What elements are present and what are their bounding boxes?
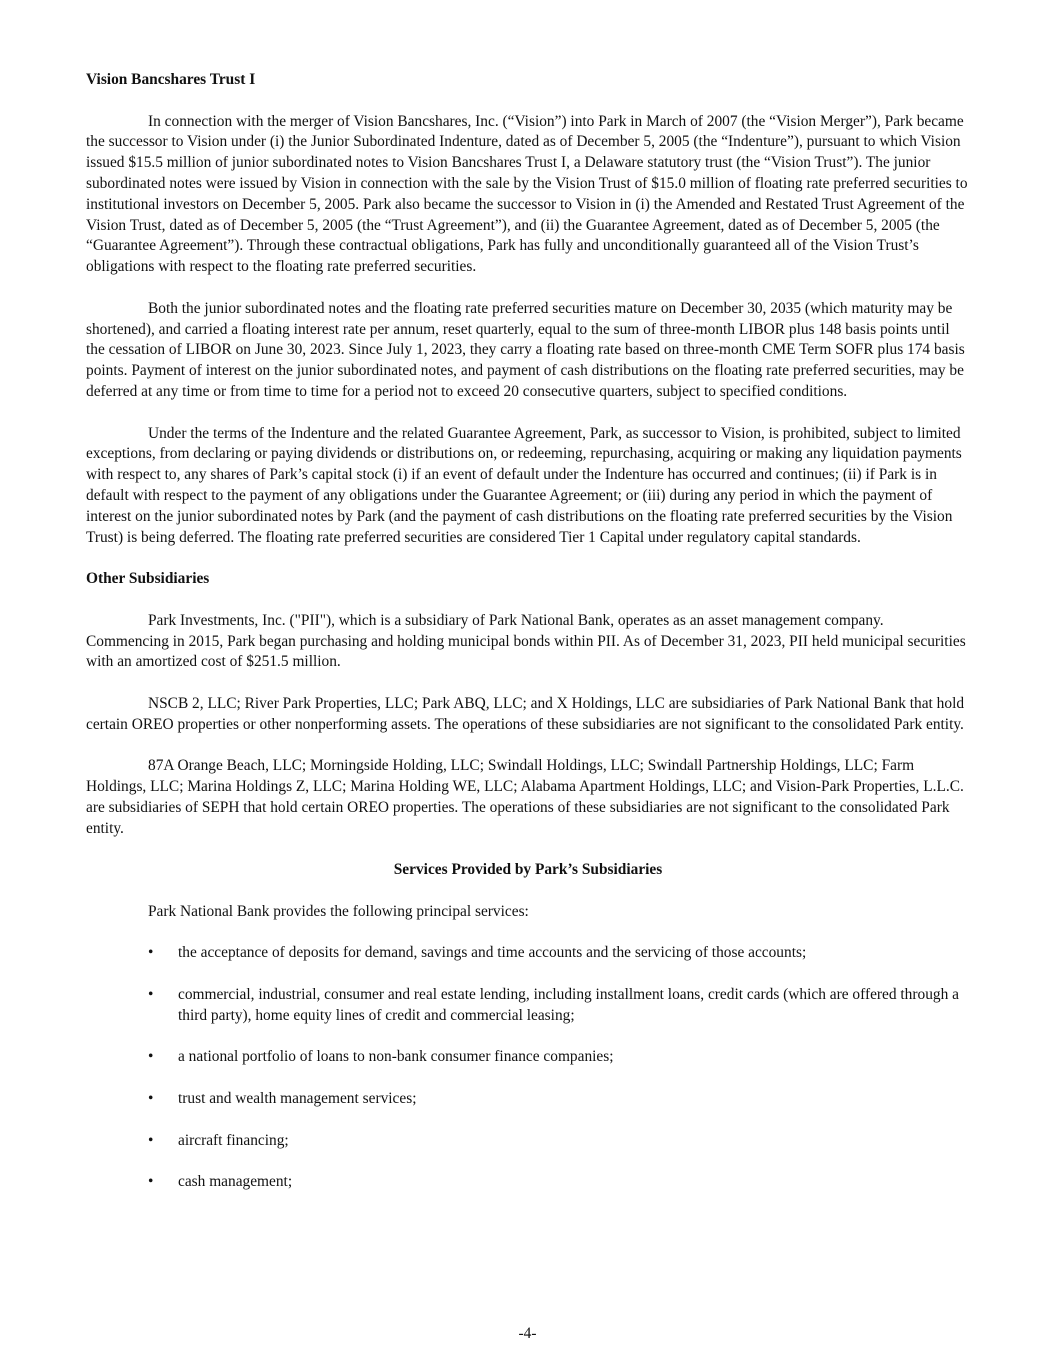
bullet-marker: • — [148, 1090, 154, 1108]
list-item-text: trust and wealth management services; — [178, 1090, 417, 1108]
bullet-marker: • — [148, 1173, 154, 1191]
list-item — [86, 1172, 970, 1193]
list-item — [86, 985, 970, 1027]
paragraph-park-investments: Park Investments, Inc. ("PII"), which is a subsidiary of Park National Bank, operates as an asset management company. Commencing in 2015, Park began purchasing and holding municipal bonds within PII. As of December 31, 2023, PII held municipal securities with an amortized cost of $251.5 million. — [86, 611, 966, 671]
paragraph-services-intro: Park National Bank provides the following principal services: — [148, 902, 529, 920]
list-item — [86, 1089, 970, 1110]
page-number: -4- — [518, 1325, 537, 1342]
section-heading-vision-bancshares-trust: Vision Bancshares Trust I — [86, 71, 256, 88]
services-list — [86, 943, 970, 1193]
paragraph-seph-subsidiaries: 87A Orange Beach, LLC; Morningside Holding, LLC; Swindall Holdings, LLC; Swindall Partnership Holdings, LLC; Farm Holdings, LLC; Marina Holdings Z, LLC; Marina Holding WE, LLC; Alabama Apartment Holdings, LLC; and Vision-Park Properties, L.L.C. are subsidiaries of SEPH that hold certain OREO properties. The operations of these subsidiaries are not significant to the consolidated Park entity. — [86, 757, 964, 837]
bullet-marker: • — [148, 1131, 154, 1149]
document-page — [86, 70, 970, 1214]
list-item-text: cash management; — [178, 1173, 293, 1191]
paragraph-nscb-subsidiaries: NSCB 2, LLC; River Park Properties, LLC; Park ABQ, LLC; and X Holdings, LLC are subsidiaries of Park National Bank that hold certain OREO properties or other nonperforming assets. The operations of these subsidiaries are not significant to the consolidated Park entity. — [86, 694, 965, 733]
list-item-text: the acceptance of deposits for demand, savings and time accounts and the servicing of those accounts; — [178, 944, 807, 962]
section-heading-services: Services Provided by Park’s Subsidiaries — [393, 861, 663, 879]
bullet-marker: • — [148, 986, 154, 1004]
list-item — [86, 943, 970, 964]
paragraph-dividend-restrictions: Under the terms of the Indenture and the related Guarantee Agreement, Park, as successor to Vision, is prohibited, subject to limited exceptions, from declaring or paying dividends or distributions on, or redeeming, repurchasing, acquiring or making any liquidation payments with respect to, any shares of Park’s capital stock (i) if an event of default under the Indenture has occurred and continues; (ii) if Park is in default with respect to the payment of any obligations under the Guarantee Agreement; or (iii) during any period in which the payment of interest on the junior subordinated notes by Park (and the payment of cash distributions on the floating rate preferred securities by the Vision Trust) is being deferred. The floating rate preferred securities are considered Tier 1 Capital under regulatory capital standards. — [86, 424, 962, 546]
list-item — [86, 1047, 970, 1068]
bullet-marker: • — [148, 944, 154, 962]
list-item — [86, 1131, 970, 1152]
list-item-text: commercial, industrial, consumer and real estate lending, including installment loans, credit cards (which are offered through a third party), home equity lines of credit and commercial leasing; — [178, 986, 959, 1024]
paragraph-maturity-and-rate: Both the junior subordinated notes and the floating rate preferred securities mature on December 30, 2035 (which maturity may be shortened), and carried a floating interest rate per annum, reset quarterly, equal to the sum of three-month LIBOR plus 148 basis points until the cessation of LIBOR on June 30, 2023. Since July 1, 2023, they carry a floating rate based on three-month CME Term SOFR plus 174 basis points. Payment of interest on the junior subordinated notes, and payment of cash distributions on the floating rate preferred securities, may be deferred at any time or from time to time for a period not to exceed 20 consecutive quarters, subject to specified conditions. — [86, 299, 965, 400]
bullet-marker: • — [148, 1048, 154, 1066]
list-item-text: a national portfolio of loans to non-bank consumer finance companies; — [178, 1048, 614, 1066]
paragraph-vision-merger: In connection with the merger of Vision Bancshares, Inc. (“Vision”) into Park in March of 2007 (the “Vision Merger”), Park became the successor to Vision under (i) the Junior Subordinated Indenture, dated as of December 5, 2005 (the “Indenture”), pursuant to which Vision issued $15.5 million of junior subordinated notes to Vision Bancshares Trust I, a Delaware statutory trust (the “Vision Trust”). The junior subordinated notes were issued by Vision in connection with the sale by the Vision Trust of $15.0 million of floating rate preferred securities to institutional investors on December 5, 2005. Park also became the successor to Vision in (i) the Amended and Restated Trust Agreement of the Vision Trust, dated as of December 5, 2005 (the “Trust Agreement”), and (ii) the Guarantee Agreement, dated as of December 5, 2005 (the “Guarantee Agreement”). Through these contractual obligations, Park has fully and unconditionally guaranteed all of the Vision Trust’s obligations with respect to the floating rate preferred securities. — [86, 112, 968, 276]
section-heading-other-subsidiaries: Other Subsidiaries — [86, 570, 210, 588]
list-item-text: aircraft financing; — [178, 1131, 289, 1149]
